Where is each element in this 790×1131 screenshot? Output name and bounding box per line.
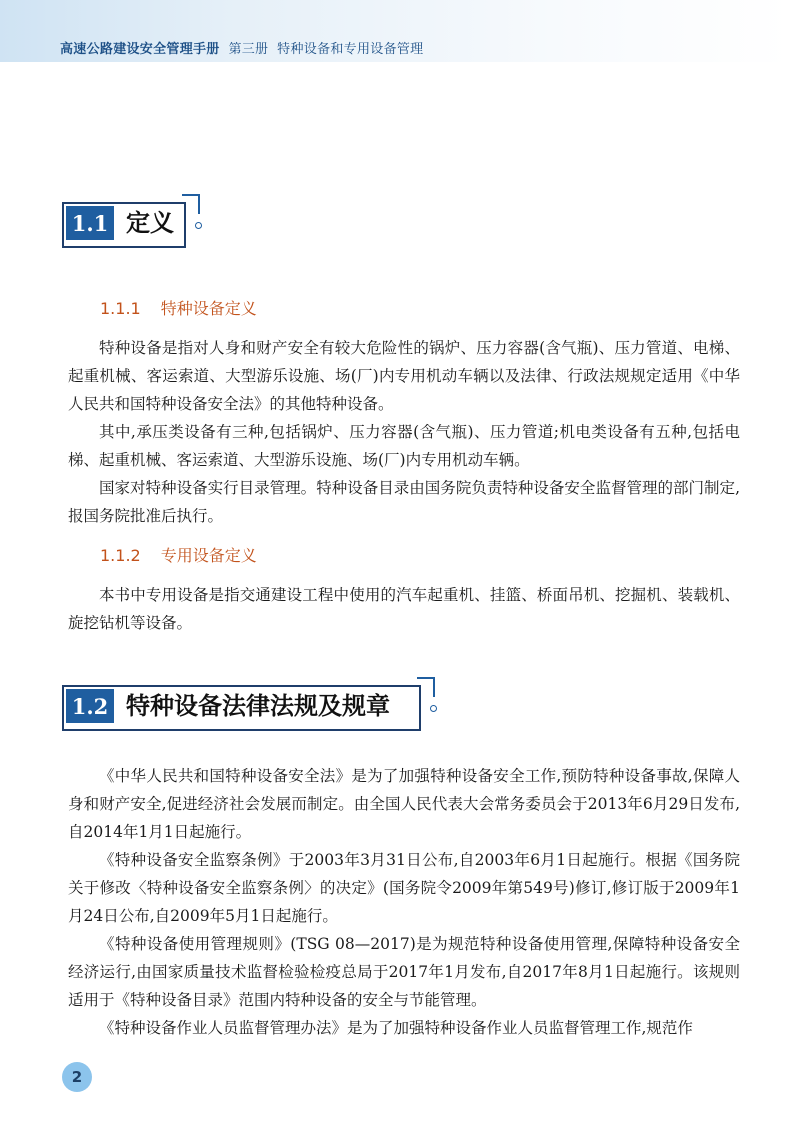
subsection-heading-1-1-1 [100,296,257,319]
corner-line [182,194,198,196]
subsection-number: 1.1.1 [100,299,141,318]
subsection-heading-1-1-2 [100,543,257,566]
running-header [60,38,423,57]
paragraph: 其中,承压类设备有三种,包括锅炉、压力容器(含气瓶)、压力管道;机电类设备有五种,包括电梯、起重机械、客运索道、大型游乐设施、场(厂)内专用机动车辆。 [68,423,740,469]
subsection-title: 特种设备定义 [160,299,257,318]
paragraph: 《特种设备安全监察条例》于2003年3月31日公布,自2003年6月1日起施行。根据《国务院关于修改〈特种设备安全监察条例〉的决定》(国务院令2009年第549号)修订,修订版于2009年1月24日公布,自2009年5月1日起施行。 [68,851,740,925]
volume-title: 特种设备和专用设备管理 [277,42,424,57]
section-title: 定义 [126,209,174,237]
corner-line [433,677,435,697]
paragraph: 《特种设备使用管理规则》(TSG 08—2017)是为规范特种设备使用管理,保障特种设备安全经济运行,由国家质量技术监督检验检疫总局于2017年1月发布,自2017年8月1日起施行。该规则适用于《特种设备目录》范围内特种设备的安全与节能管理。 [68,935,740,1009]
section-title: 特种设备法律法规及规章 [126,692,390,720]
paragraph: 国家对特种设备实行目录管理。特种设备目录由国务院负责特种设备安全监督管理的部门制定,报国务院批准后执行。 [68,479,740,525]
page-number-badge: 2 [62,1062,92,1092]
corner-line [417,677,433,679]
corner-dot [430,705,437,712]
corner-dot [195,222,202,229]
corner-line [198,194,200,214]
subsection-number: 1.1.2 [100,546,141,565]
paragraph: 本书中专用设备是指交通建设工程中使用的汽车起重机、挂篮、桥面吊机、挖掘机、装载机、旋挖钻机等设备。 [68,586,740,632]
paragraph: 特种设备是指对人身和财产安全有较大危险性的锅炉、压力容器(含气瓶)、压力管道、电梯、起重机械、客运索道、大型游乐设施、场(厂)内专用机动车辆以及法律、行政法规规定适用《中华人民共和国特种设备安全法》的其他特种设备。 [68,339,740,413]
section-number: 1.2 [66,689,114,723]
subsection-title: 专用设备定义 [160,546,257,565]
paragraph: 《中华人民共和国特种设备安全法》是为了加强特种设备安全工作,预防特种设备事故,保障人身和财产安全,促进经济社会发展而制定。由全国人民代表大会常务委员会于2013年6月29日发布,自2014年1月1日起施行。 [68,767,740,841]
volume-label: 第三册 [228,42,269,57]
section-number: 1.1 [66,206,114,240]
book-title: 高速公路建设安全管理手册 [60,42,220,57]
paragraph: 《特种设备作业人员监督管理办法》是为了加强特种设备作业人员监督管理工作,规范作 [99,1019,693,1037]
